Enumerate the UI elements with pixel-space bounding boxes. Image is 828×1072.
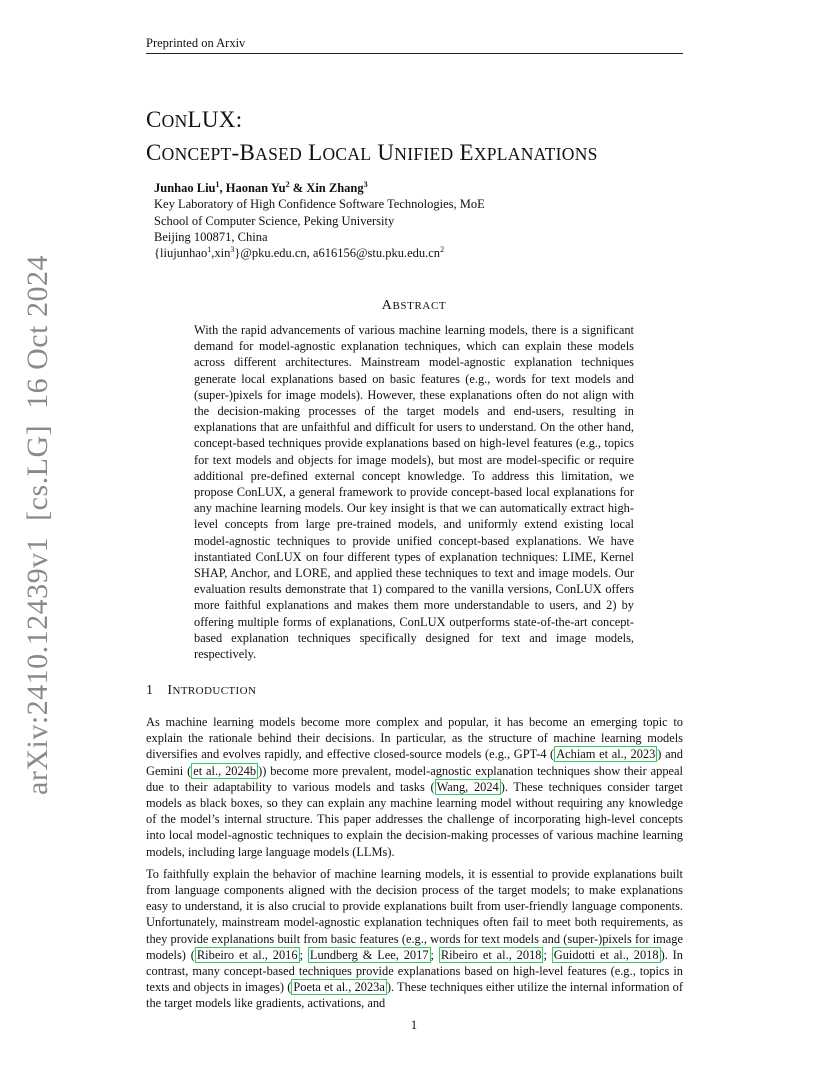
citation-link[interactable]: Ribeiro et al., 2018: [440, 947, 542, 962]
email-text: }@pku.edu.cn, a616156@stu.pku.edu.cn: [234, 246, 441, 261]
title-word-cap: -B: [231, 140, 256, 165]
author-superscript: 3: [363, 179, 368, 189]
section-number: 1: [146, 683, 154, 698]
paragraph-text: )) become more prevalent, model-agnostic explanation techniques show their appeal due to their adaptability to various models and tasks (: [146, 763, 683, 794]
email-text: ,xin: [211, 246, 231, 261]
section-heading-introduction: [146, 683, 256, 699]
title-word-sc: OCAL: [322, 144, 372, 164]
title-word-cap: L: [302, 140, 323, 165]
paragraph: [146, 866, 683, 1012]
title-line-1: [146, 104, 598, 137]
abstract-heading-sc: BSTRACT: [392, 300, 447, 312]
title-word-sc: ASED: [255, 144, 303, 164]
title-rest: LUX:: [187, 107, 243, 132]
title-word-sc: ONCEPT: [161, 144, 232, 164]
email-superscript: 3: [230, 245, 235, 255]
affiliation-line: School of Computer Science, Peking University: [154, 213, 395, 228]
citation-separator: ;: [299, 947, 308, 962]
paragraph-text: ). These techniques consider target models as black boxes, so they can explain any machine learning model without requiring any knowledge of the model’s internal structure. This paper addresses the challenge of incorporating high-level concepts into local model-agnostic techniques to explain the decision-making processes of various machine learning models, including large language models (LLMs).: [146, 779, 683, 859]
running-head: Preprinted on Arxiv: [146, 36, 246, 50]
title-word-cap: C: [146, 140, 162, 165]
paragraph-text: ) and Gemini (: [146, 747, 683, 778]
author-names: [154, 180, 485, 196]
citation-link[interactable]: Lundberg & Lee, 2017: [309, 947, 429, 962]
title-word-cap: E: [453, 140, 474, 165]
author-separator: ,: [219, 181, 226, 195]
affiliation-line: Key Laboratory of High Confidence Software Technologies, MoE: [154, 197, 485, 212]
abstract-text: With the rapid advancements of various machine learning models, there is a significant demand for model-agnostic explanation techniques, which can explain these models across different architectures. Mainstream model-agnostic explanation techniques generate local explanations based on basic features (e.g., words for text models and (super-)pixels for image models). However, these explanations often do not align with the decision-making processes of the target models and end-users, resulting in explanations that are unfaithful and difficult for users to understand. On the other hand, concept-based techniques provide explanations based on high-level features (e.g., topics for text models and objects for image models), but most are model-specific or require additional pre-defined external concept knowledge. To address this limitation, we propose ConLUX, a general framework to provide concept-based local explanations for any machine learning models. Our key insight is that we can automatically extract high-level concepts from large pre-trained models, and uniformly extend existing local model-agnostic techniques to provide unified concept-based explanations. We have instantiated ConLUX on four different types of explanation techniques: LIME, Kernel SHAP, Anchor, and LORE, and applied these techniques to text and image models. Our evaluation results demonstrate that 1) compared to the vanilla versions, ConLUX offers more faithful explanations and makes them more understandable to users, and 2) by offering multiple forms of explanations, ConLUX outperforms state-of-the-art concept-based explanation techniques specifically designed for text and image models, respectively.: [194, 323, 634, 662]
citation-separator: ;: [543, 947, 552, 962]
title-line-2: [146, 137, 598, 170]
citation-link[interactable]: Poeta et al., 2023a: [293, 980, 385, 995]
section-title-sc: NTRODUCTION: [172, 685, 257, 697]
arxiv-identifier-text: arXiv:2410.12439v1 [cs.LG] 16 Oct 2024: [21, 255, 54, 795]
author-block: [154, 180, 485, 261]
header-rule: [146, 53, 683, 54]
citation-link[interactable]: Wang, 2024: [436, 779, 499, 794]
paragraph-text: ). These techniques either utilize the internal information of the target models like gradients, activations, and: [146, 980, 683, 1011]
paragraph-text: To faithfully explain the behavior of machine learning models, it is essential to provide explanations built from language components aligned with the decision process of the target models; to make explanations easy to understand, it is also crucial to provide explanations built from user-friendly language components. Unfortunately, mainstream model-agnostic explanation techniques often fail to meet both requirements, as they provide explanations built from basic features (e.g., words for text models and (super-)pixels for image models) (: [146, 866, 683, 962]
citation-separator: ;: [430, 947, 439, 962]
paper-title: [146, 104, 598, 170]
email-text: {liujunhao: [154, 246, 208, 261]
title-small-caps: ON: [161, 111, 188, 131]
section-title-cap: I: [167, 683, 173, 698]
paragraph: [146, 714, 683, 860]
citation-link[interactable]: Ribeiro et al., 2016: [196, 947, 298, 962]
title-word-sc: NIFIED: [394, 144, 454, 164]
author-emails: [154, 245, 485, 261]
title-word-cap: U: [371, 140, 395, 165]
email-superscript: 2: [440, 245, 445, 255]
abstract-heading: [0, 298, 828, 314]
introduction-body: [146, 714, 683, 1018]
affiliation-line: Beijing 100871, China: [154, 229, 268, 244]
author-name: Xin Zhang: [306, 181, 364, 195]
author-name: Junhao Liu: [154, 181, 216, 195]
citation-link[interactable]: Guidotti et al., 2018: [553, 947, 659, 962]
title-cap: C: [146, 107, 162, 132]
page-number: 1: [410, 1018, 418, 1032]
citation-link[interactable]: Achiam et al., 2023: [556, 747, 656, 762]
author-separator: &: [289, 181, 307, 195]
abstract-heading-cap: A: [381, 298, 393, 313]
author-superscript: 2: [285, 179, 290, 189]
paragraph-text: ). In contrast, many concept-based techniques provide explanations based on high-level features (e.g., topics in texts and objects in images) (: [146, 947, 683, 995]
author-name: Haonan Yu: [225, 181, 286, 195]
email-superscript: 1: [207, 245, 212, 255]
paragraph-text: As machine learning models become more complex and popular, it has become an emerging topic to explain the rationale behind their decisions. In particular, as the structure of machine learning models diversifies and evolves rapidly, and effective closed-source models (e.g., GPT-4 (: [146, 715, 683, 762]
author-superscript: 1: [215, 179, 220, 189]
citation-link[interactable]: et al., 2024b: [193, 763, 257, 778]
title-word-sc: XPLANATIONS: [473, 144, 598, 164]
